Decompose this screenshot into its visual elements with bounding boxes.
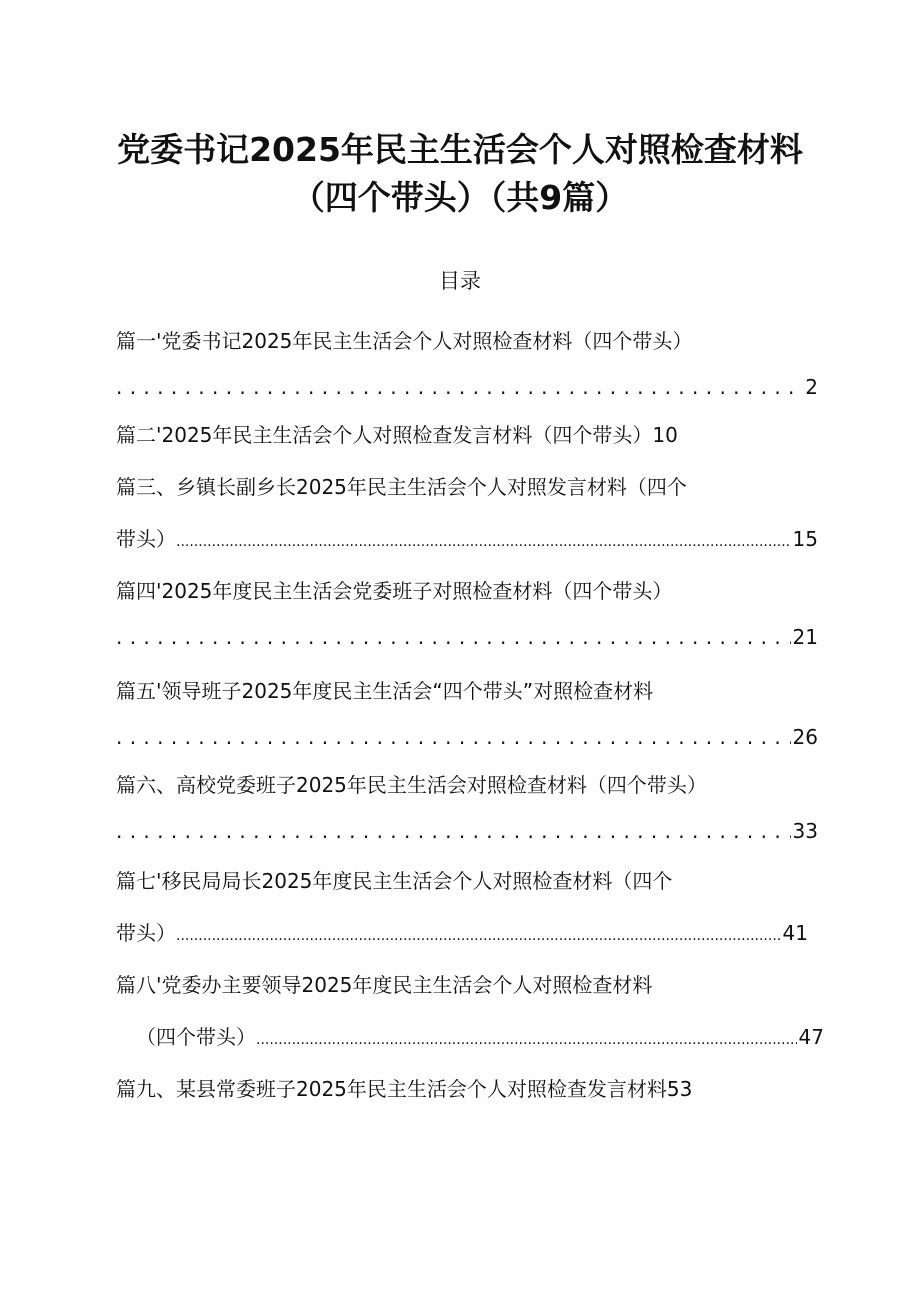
toc-entry-4-leader[interactable]	[116, 622, 818, 652]
dot-leader	[116, 816, 791, 846]
toc-entry-3-leader[interactable]	[116, 524, 818, 554]
toc-entry-7-page: 41	[782, 921, 808, 945]
toc-entry-8-leader[interactable]	[136, 1022, 824, 1052]
toc-entry-1-leader[interactable]	[116, 372, 818, 402]
toc-entry-5-page: 26	[792, 725, 818, 749]
toc-entry-1-page: 2	[805, 375, 818, 399]
dot-leader	[256, 1022, 797, 1052]
toc-entry-9-text[interactable]: 篇九、某县常委班子2025年民主生活会个人对照检查发言材料53	[116, 1077, 693, 1101]
toc-entry-8-text[interactable]: 篇八'党委办主要领导2025年度民主生活会个人对照检查材料	[116, 973, 653, 997]
toc-entry-7-continuation: 带头）	[116, 921, 176, 945]
toc-entry-1-text[interactable]: 篇一'党委书记2025年民主生活会个人对照检查材料（四个带头）	[116, 329, 693, 353]
toc-entry-3-text[interactable]: 篇三、乡镇长副乡长2025年民主生活会个人对照发言材料（四个	[116, 475, 687, 499]
document-title-line2: （四个带头）（共9篇）	[291, 178, 629, 217]
toc-entry-3-page: 15	[792, 527, 818, 551]
toc-entry-6-text[interactable]: 篇六、高校党委班子2025年民主生活会对照检查材料（四个带头）	[116, 773, 707, 797]
toc-entry-5-text[interactable]: 篇五'领导班子2025年度民主生活会“四个带头”对照检查材料	[116, 679, 654, 703]
dot-leader	[176, 918, 781, 948]
toc-entry-6-leader[interactable]	[116, 816, 818, 846]
toc-entry-7-leader[interactable]	[116, 918, 808, 948]
dot-leader	[116, 722, 791, 752]
toc-entry-4-text[interactable]: 篇四'2025年度民主生活会党委班子对照检查材料（四个带头）	[116, 579, 673, 603]
toc-entry-2-text[interactable]: 篇二'2025年民主生活会个人对照检查发言材料（四个带头）10	[116, 423, 678, 447]
dot-leader	[176, 524, 791, 554]
document-title-line1: 党委书记2025年民主生活会个人对照检查材料	[117, 130, 803, 169]
toc-entry-8-page: 47	[798, 1025, 824, 1049]
toc-heading: 目录	[439, 269, 481, 293]
toc-entry-5-leader[interactable]	[116, 722, 818, 752]
toc-entry-3-continuation: 带头）	[116, 527, 176, 551]
dot-leader	[116, 372, 803, 402]
toc-entry-6-page: 33	[792, 819, 818, 843]
dot-leader	[116, 622, 791, 652]
toc-entry-8-continuation: （四个带头）	[136, 1025, 256, 1049]
toc-entry-4-page: 21	[792, 625, 818, 649]
toc-entry-7-text[interactable]: 篇七'移民局局长2025年度民主生活会个人对照检查材料（四个	[116, 869, 673, 893]
